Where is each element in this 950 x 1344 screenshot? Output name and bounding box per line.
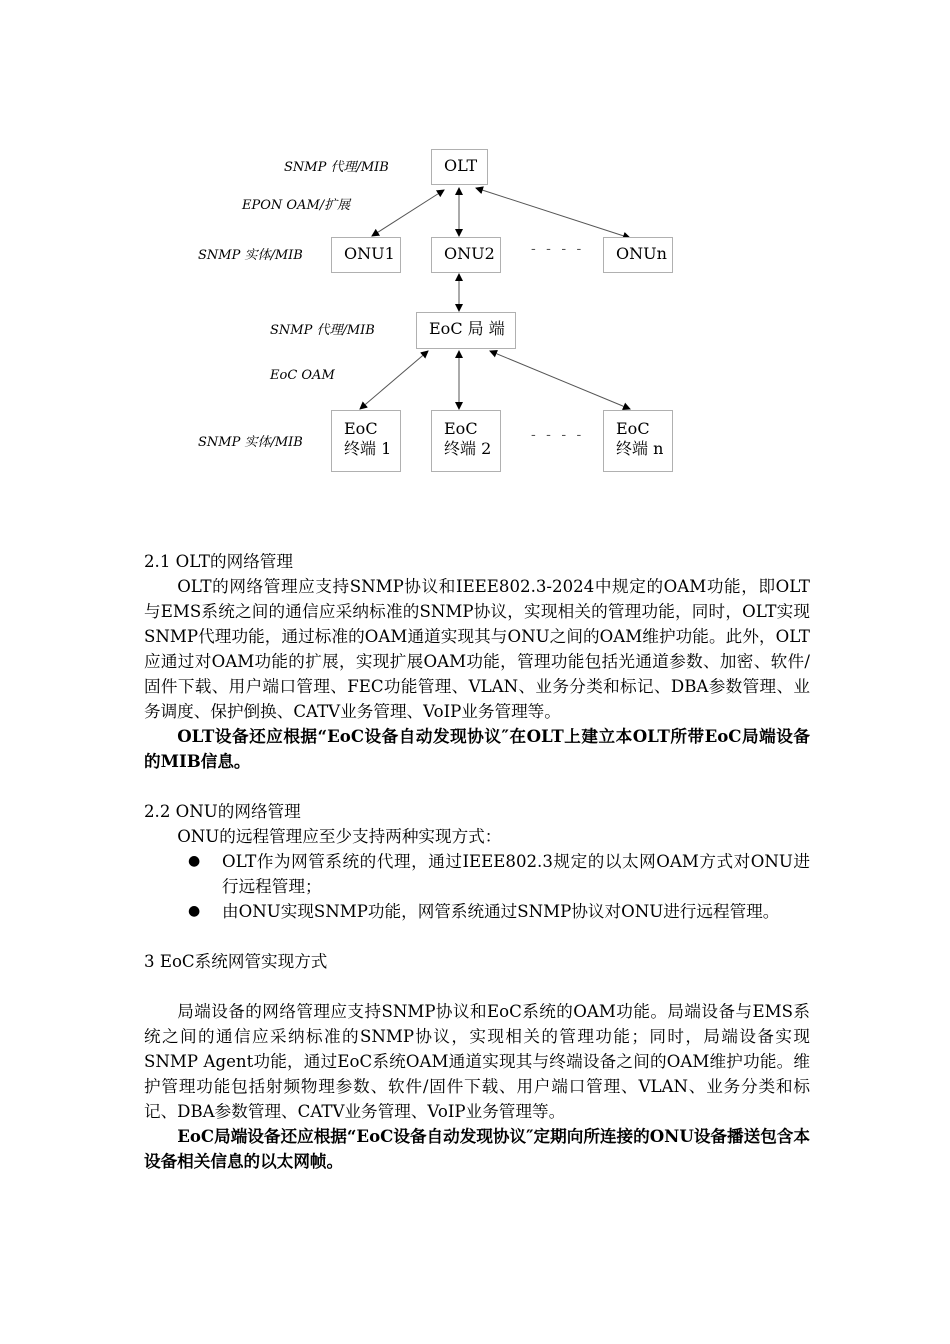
eoc-head-box	[416, 312, 516, 349]
document-body	[144, 549, 810, 1174]
onun-box	[603, 237, 673, 273]
para-3-b: EoC局端设备还应根据“EoC设备自动发现协议″定期向所连接的ONU设备播送包含本设备相关信息的以太网帧。	[144, 1126, 810, 1171]
label-epon-oam: EPON OAM/扩展	[242, 198, 351, 213]
link-eoc-termn	[490, 351, 630, 409]
para-2-2-intro: ONU的远程管理应至少支持两种实现方式：	[177, 827, 502, 846]
link-olt-onu1	[372, 190, 444, 236]
heading-3: 3 EoC系统网管实现方式	[144, 952, 328, 971]
label-snmp-entity-onu: SNMP 实体/MIB	[198, 248, 303, 263]
termn-line1: EoC	[616, 419, 650, 438]
eoc-term2-box	[431, 410, 501, 472]
onu-ellipsis: - - - -	[531, 241, 585, 257]
bullet-list	[144, 849, 810, 924]
link-olt-onun	[476, 188, 630, 238]
term1-line2: 终端 1	[344, 439, 392, 458]
olt-label: OLT	[444, 156, 478, 175]
label-snmp-agent-olt: SNMP 代理/MIB	[284, 160, 389, 175]
heading-2-1: 2.1 OLT的网络管理	[144, 552, 293, 571]
onun-label: ONUn	[616, 244, 667, 263]
label-snmp-agent-eoc: SNMP 代理/MIB	[270, 323, 375, 338]
bullet-item-1	[144, 849, 810, 899]
bullet-text-2: 由ONU实现SNMP功能，网管系统通过SNMP协议对ONU进行远程管理。	[222, 902, 780, 921]
onu1-label: ONU1	[344, 244, 395, 263]
eoc-term1-box	[331, 410, 401, 472]
onu2-box	[431, 237, 501, 273]
term1-line1: EoC	[344, 419, 378, 438]
onu2-label: ONU2	[444, 244, 495, 263]
para-2-1-a: OLT的网络管理应支持SNMP协议和IEEE802.3-2024中规定的OAM功能，即OLT与EMS系统之间的通信应采纳标准的SNMP协议，实现相关的管理功能，同时，OLT实现SNMP代理功能，通过标准的OAM通道实现其与ONU之间的OAM维护功能。此外，OLT应通过对OAM功能的扩展，实现扩展OAM功能，管理功能包括光通道参数、加密、软件/固件下载、用户端口管理、FEC功能管理、VLAN、业务分类和标记、DBA参数管理、业务调度、保护倒换、CATV业务管理、VoIP业务管理等。	[144, 577, 810, 721]
termn-line2: 终端 n	[616, 439, 664, 458]
bullet-dot: ●	[188, 853, 201, 869]
link-eoc-term1	[360, 351, 428, 409]
label-eoc-oam: EoC OAM	[270, 368, 335, 383]
term2-line2: 终端 2	[444, 439, 492, 458]
para-3-a: 局端设备的网络管理应支持SNMP协议和EoC系统的OAM功能。局端设备与EMS系统之间的通信应采纳标准的SNMP协议，实现相关的管理功能；同时，局端设备实现SNMP Agent功能，通过EoC系统OAM通道实现其与终端设备之间的OAM维护功能。维护管理功能包括射频物理参数、软件/固件下载、用户端口管理、VLAN、业务分类和标记、DBA参数管理、CATV业务管理、VoIP业务管理等。	[144, 1002, 810, 1121]
para-2-1-b: OLT设备还应根据“EoC设备自动发现协议″在OLT上建立本OLT所带EoC局端设备的MIB信息。	[144, 726, 810, 771]
olt-box	[431, 149, 488, 185]
eoc-termn-box	[603, 410, 673, 472]
label-snmp-entity-term: SNMP 实体/MIB	[198, 435, 303, 450]
term2-line1: EoC	[444, 419, 478, 438]
heading-2-2: 2.2 ONU的网络管理	[144, 802, 301, 821]
bullet-item-2	[144, 899, 810, 924]
onu1-box	[331, 237, 401, 273]
bullet-text-1: OLT作为网管系统的代理，通过IEEE802.3规定的以太网OAM方式对ONU进行远程管理；	[222, 852, 810, 896]
term-ellipsis: - - - -	[531, 427, 585, 443]
bullet-dot: ●	[188, 903, 201, 919]
eoc-head-label: EoC 局 端	[429, 319, 505, 338]
